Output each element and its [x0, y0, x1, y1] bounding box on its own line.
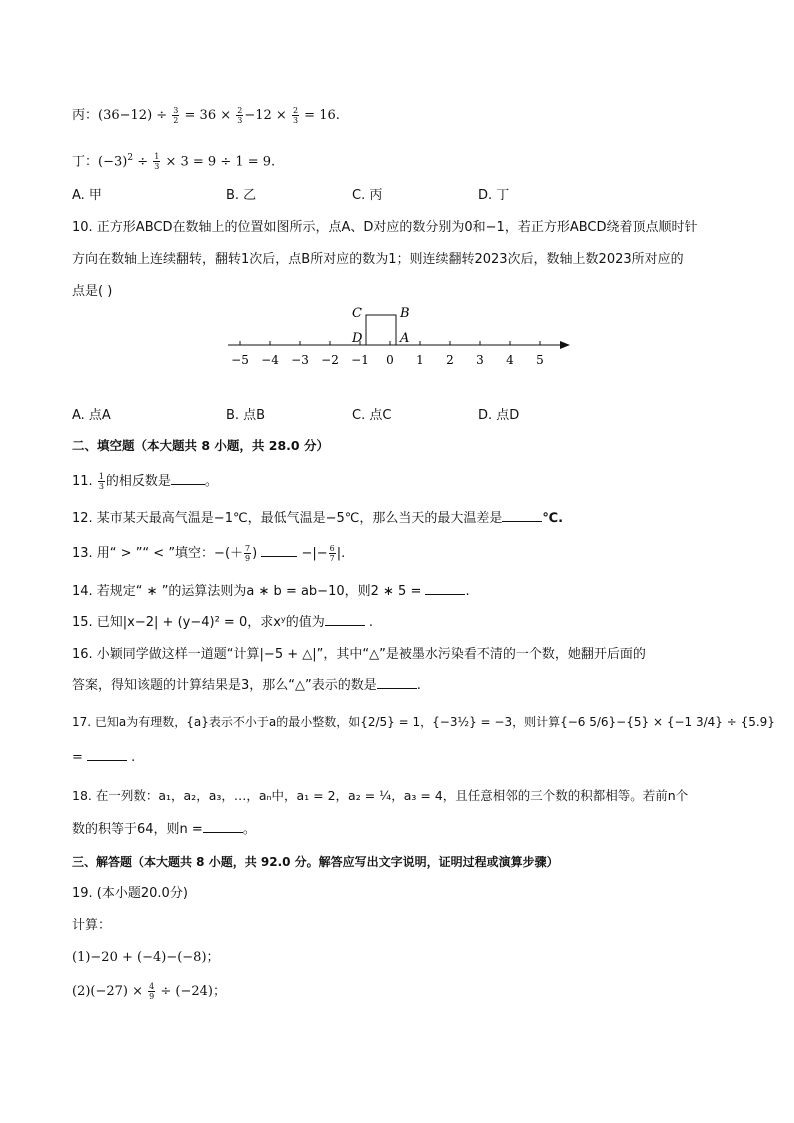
section-2-heading: 二、填空题（本大题共 8 小题，共 28.0 分） [72, 438, 329, 453]
answer-blank[interactable] [502, 509, 542, 522]
q12-end: ℃. [542, 511, 564, 526]
answer-blank[interactable] [87, 748, 127, 761]
fraction: $\frac{2}{3}$ [237, 106, 243, 125]
q14-text: 14. 若规定“ ∗ ”的运算法则为a ∗ b = ab−10，则2 ∗ 5 = [72, 584, 426, 599]
q19-part-2-b: ÷ (−24)； [156, 984, 226, 999]
q18-end: 。 [242, 822, 256, 837]
section-3-heading: 三、解答题（本大题共 8 小题，共 92.0 分。解答应写出文字说明，证明过程或演算步骤） [72, 855, 559, 869]
q9-option-d[interactable]: D. 丁 [478, 188, 510, 203]
q10-option-c[interactable]: C. 点C [352, 408, 392, 423]
q16-text: 答案，得知该题的计算结果是3，那么“△”表示的数是 [72, 678, 377, 693]
tick-label: −5 [231, 353, 249, 367]
q9-option-a[interactable]: A. 甲 [72, 188, 102, 203]
fraction: $\frac{1}{3}$ [98, 472, 104, 491]
tick-label: −4 [261, 353, 279, 367]
q19-title: 19. (本小题20.0分) [72, 886, 188, 901]
q12-line [72, 509, 563, 529]
tick-label: −3 [291, 353, 309, 367]
q9-bing-label: 丙： [72, 108, 99, 123]
q11-line [72, 472, 218, 492]
label-d: D [352, 331, 363, 346]
label-c: C [352, 306, 362, 321]
q9-bing-expr-b: = 36 × [180, 108, 236, 123]
q13-mid: ) [252, 546, 258, 561]
q9-bing-expr-d: = 16. [300, 108, 340, 123]
q9-ding-line [72, 148, 275, 172]
q19-intro: 计算： [72, 918, 112, 933]
tick-label: 2 [446, 353, 454, 367]
fraction: $\frac{4}{9}$ [149, 982, 155, 1001]
q9-ding-expr-c: × 3 = 9 ÷ 1 = 9. [161, 154, 276, 170]
tick-label: 0 [386, 353, 394, 367]
q15-line [72, 613, 373, 633]
q19-part-2 [72, 982, 226, 1002]
answer-blank[interactable] [203, 820, 243, 833]
q15-end: . [368, 615, 374, 630]
square-abcd [366, 315, 396, 345]
tick-label: 3 [476, 353, 484, 367]
tick-label: −2 [321, 353, 339, 367]
q10-option-a[interactable]: A. 点A [72, 408, 111, 423]
q9-option-b[interactable]: B. 乙 [226, 188, 257, 203]
q12-text: 12. 某市某天最高气温是−1℃，最低气温是−5℃，那么当天的最大温差是 [72, 511, 503, 526]
q10-option-b[interactable]: B. 点B [226, 408, 266, 423]
q16-line-1: 16. 小颖同学做这样一道题“计算|−5 + △|”，其中“△”是被墨水污染看不清的一个数，她翻开后面的 [72, 647, 646, 662]
q16-end: . [416, 678, 421, 693]
fraction: $\frac{7}{9}$ [245, 544, 251, 563]
q11-text: 的相反数是 [105, 474, 171, 489]
label-b: B [400, 306, 410, 321]
label-a: A [400, 331, 410, 346]
q10-line-1: 10. 正方形ABCD在数轴上的位置如图所示，点A、D对应的数分别为0和−1，若正方形ABCD绕着顶点顺时针 [72, 220, 698, 235]
q16-line-2 [72, 676, 421, 696]
q9-ding-expr-b: ÷ [133, 154, 153, 170]
q13-line [72, 544, 345, 564]
q9-ding-sup: 2 [127, 153, 134, 163]
axis-arrow-icon [560, 341, 570, 349]
tick-label: 4 [506, 353, 514, 367]
answer-blank[interactable] [171, 472, 205, 485]
q18-text: 数的积等于64，则n = [72, 822, 203, 837]
q18-line-1: 18. 在一列数：a₁，a₂，a₃，…，aₙ中，a₁ = 2，a₂ = ¼，a₃ = 4，且任意相邻的三个数的积都相等。若前n个 [72, 788, 689, 803]
fraction: $\frac{3}{2}$ [173, 106, 179, 125]
tick-label: 1 [416, 353, 424, 367]
q10-line-3: 点是( ) [72, 284, 113, 299]
q17-line-1: 17. 已知a为有理数，{a}表示不小于a的最小整数，如{2/5} = 1，{−3½} = −3，则计算{−6 5/6}−{5} × {−1 3/4} ÷ {5.9} [72, 715, 775, 729]
q9-bing-expr-a: (36−12) ÷ [98, 108, 172, 123]
fraction: $\frac{2}{3}$ [292, 106, 299, 125]
answer-blank[interactable] [325, 613, 365, 626]
q17-end: . [131, 750, 136, 765]
number-line-figure [220, 300, 580, 372]
q17-eq: = [72, 750, 88, 765]
q11-end: 。 [204, 474, 218, 489]
q13-text: 13. 用“ > ”“ < ”填空：−(＋ [72, 546, 244, 561]
q19-part-2-a: (2)(−27) × [72, 984, 148, 999]
q9-ding-label: 丁： [72, 154, 99, 170]
q9-bing-line [72, 106, 340, 126]
q10-option-d[interactable]: D. 点D [478, 408, 520, 423]
q19-part-1: (1)−20 + (−4)−(−8)； [72, 950, 220, 965]
answer-blank[interactable] [425, 582, 465, 595]
q13-mid2: −|− [301, 546, 328, 561]
q10-line-2: 方向在数轴上连续翻转，翻转1次后，点B所对应的数为1；则连续翻转2023次后，数轴上数2023所对应的 [72, 252, 684, 267]
tick-label: 5 [536, 353, 544, 367]
fraction: $\frac{1}{3}$ [154, 152, 160, 172]
q18-line-2 [72, 820, 256, 840]
fraction: $\frac{6}{7}$ [329, 544, 335, 563]
q13-end: |. [336, 546, 346, 561]
answer-blank[interactable] [377, 676, 417, 689]
q9-bing-expr-c: −12 × [244, 108, 291, 123]
q14-end: . [465, 584, 470, 599]
q9-ding-expr-a: (−3) [98, 154, 128, 170]
answer-blank[interactable] [261, 544, 297, 557]
q14-line [72, 582, 470, 602]
q11-number: 11. [72, 474, 97, 489]
q15-text: 15. 已知|x−2| + (y−4)² = 0，求xʸ的值为 [72, 615, 325, 630]
tick-label: −1 [351, 353, 369, 367]
q17-line-2 [72, 748, 135, 768]
q9-option-c[interactable]: C. 丙 [352, 188, 383, 203]
